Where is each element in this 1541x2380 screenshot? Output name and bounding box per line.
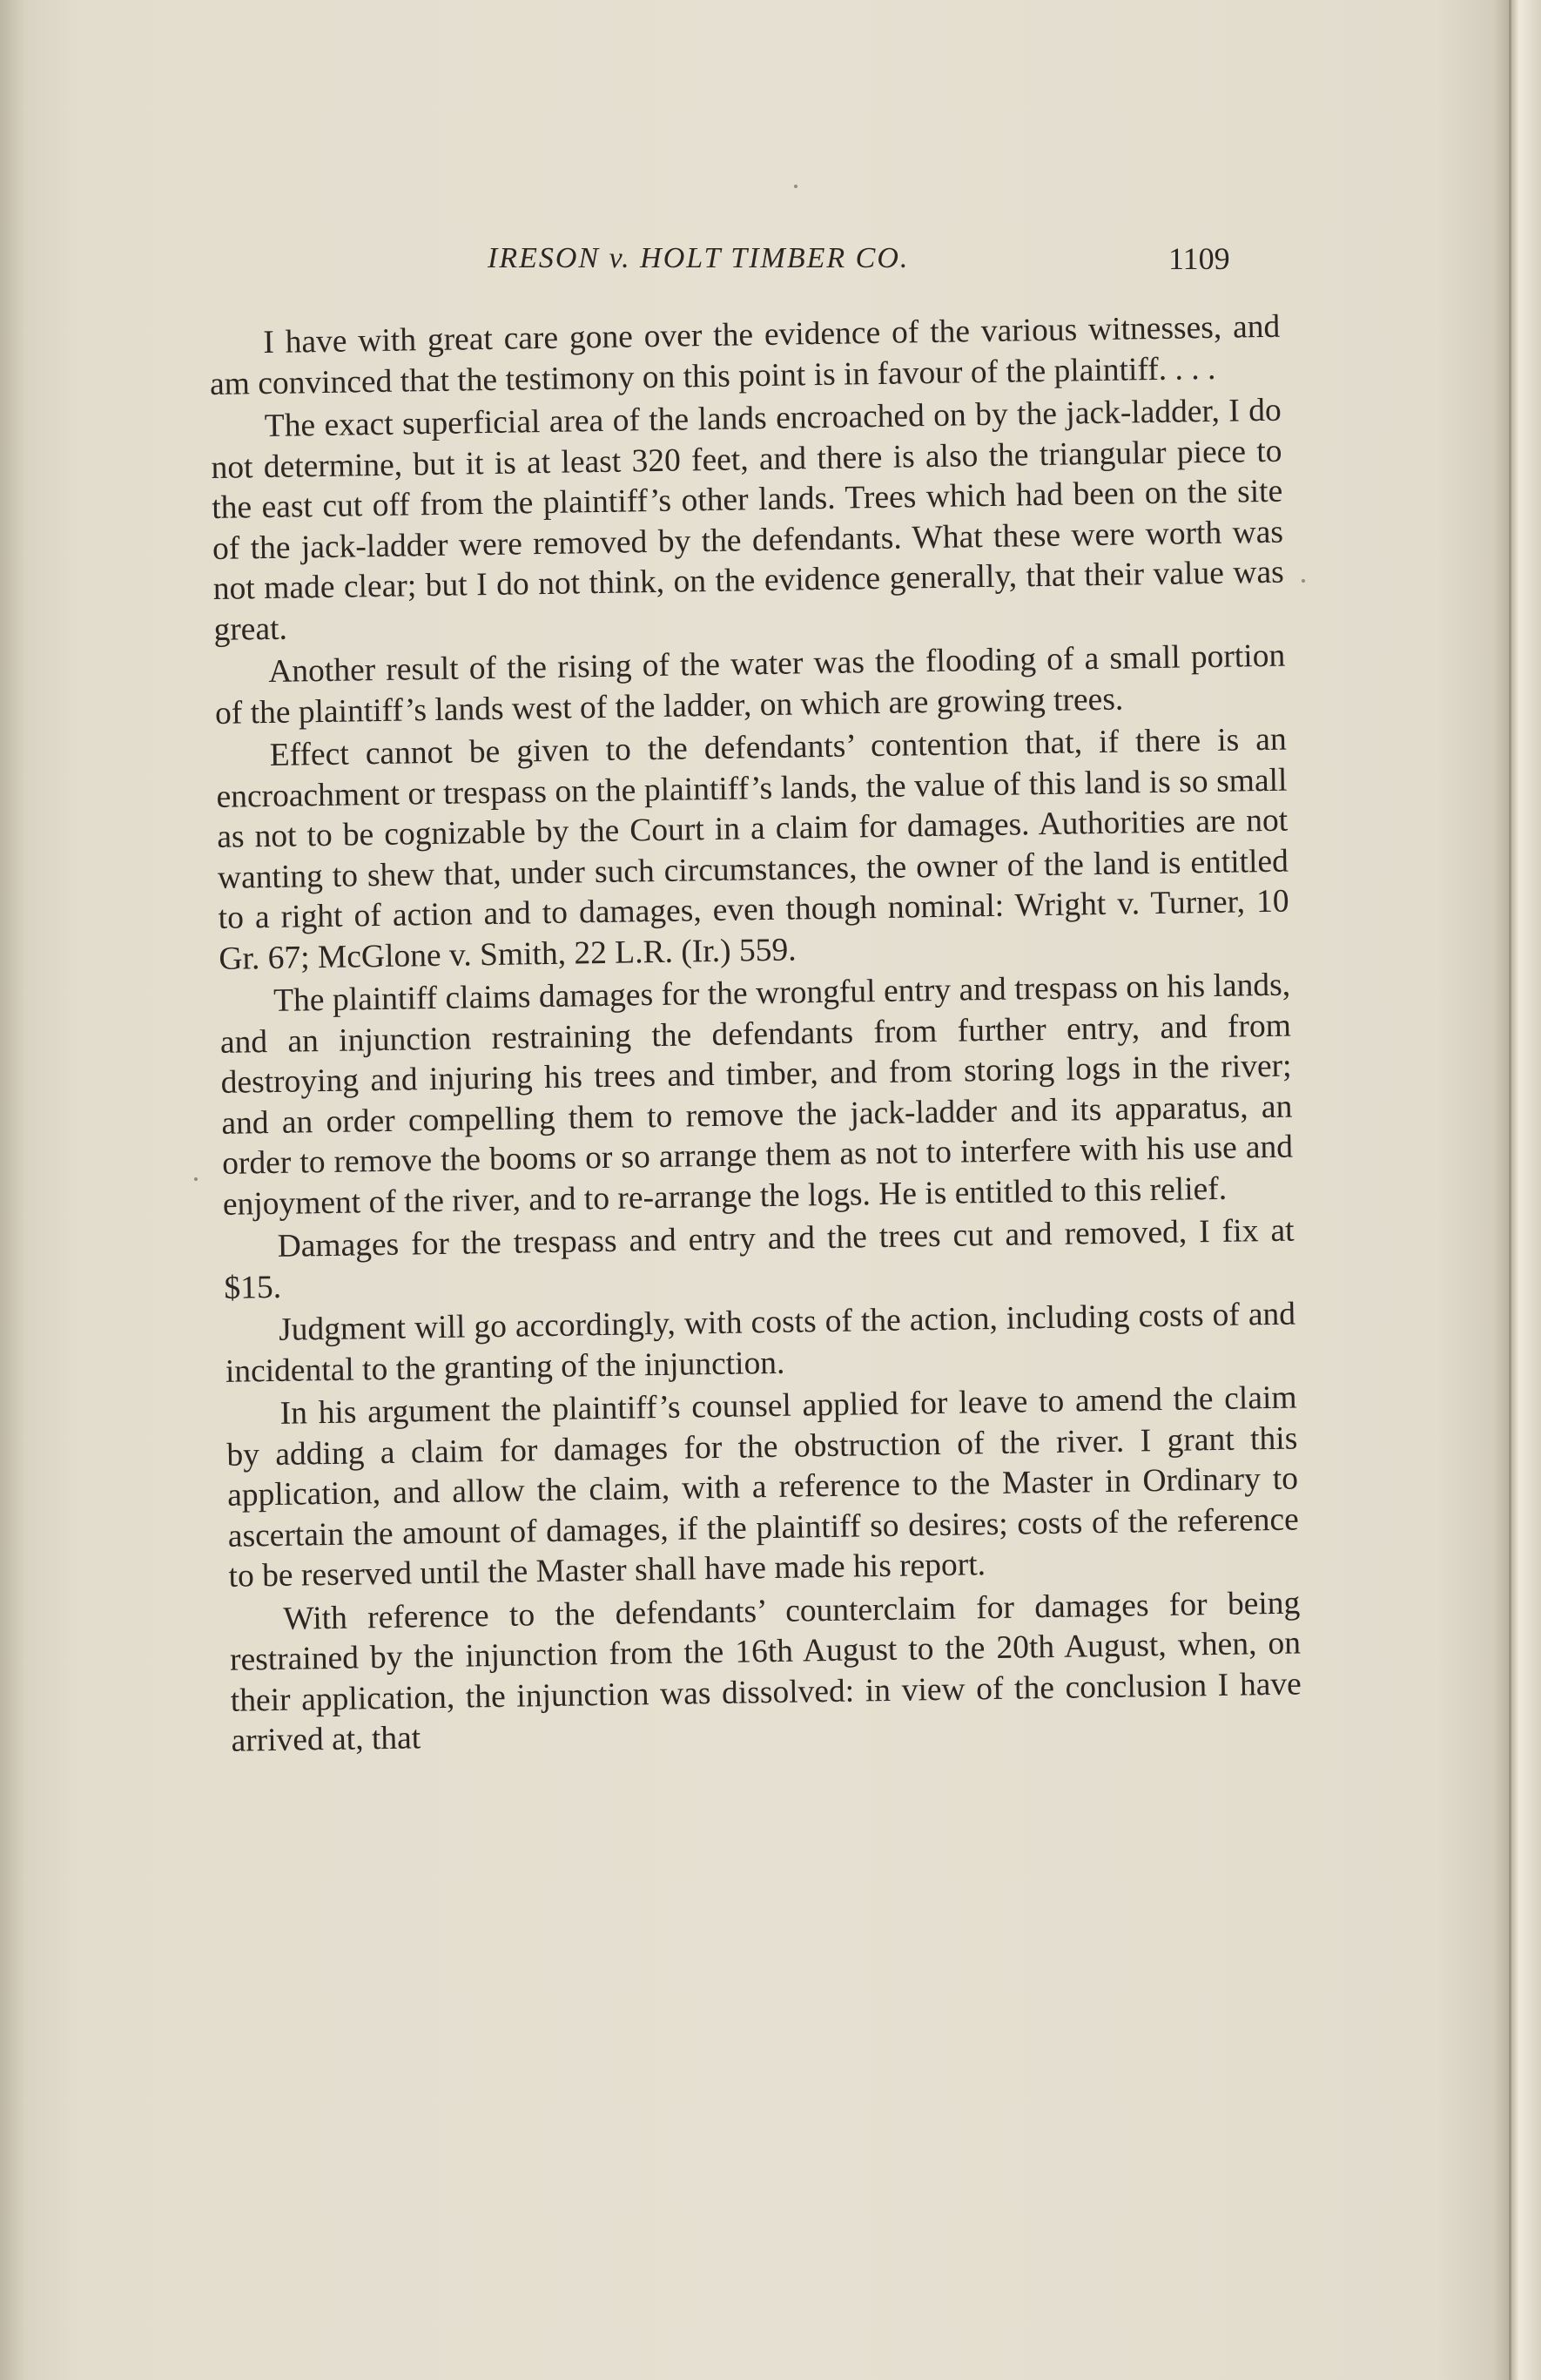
- paragraph-6: Damages for the trespass and entry and the trees cut and removed, I fix at $15.: [224, 1212, 1295, 1306]
- paragraph-3: Another result of the rising of the water was the flooding of a small portion of the plaintiff’s lands west of the ladder, on which are growing trees.: [214, 637, 1286, 732]
- paragraph-5: The plaintiff claims damages for the wrongful entry and trespass on his lands, and an injunction restraining the defendants from further entry, and from destroying and injuring his trees and timber, and from storing logs in the river; and an order compelling them to remove the jack-ladder and its apparatus, an order to remove the booms or so arrange them as not to interfere with his use and enjoyment of the river, and to re-arrange the logs. He is entitled to this relief.: [219, 967, 1294, 1223]
- page-gutter-edge: [1509, 0, 1511, 2380]
- page-number: 1109: [1168, 241, 1230, 276]
- paragraph-9: With reference to the defendants’ counterclaim for damages for being restrained by the injunction from the 16th August to the 20th August, when, on their application, the injunction was dissolved: in view of the conclusion I have arrived at, that: [229, 1584, 1302, 1759]
- paper-speck: [794, 185, 797, 188]
- paper-speck: [1302, 579, 1305, 583]
- paragraph-7: Judgment will go accordingly, with costs of the action, including costs of and incidental to the granting of the injunction.: [225, 1296, 1296, 1390]
- paragraph-1: I have with great care gone over the evidence of the various witnesses, and am convinced that the testimony on this point is in favour of the plaintiff. . . .: [209, 308, 1281, 402]
- paper-speck: [194, 1177, 198, 1181]
- body-text: [209, 307, 1302, 1765]
- running-head: IRESON v. HOLT TIMBER CO.: [488, 242, 910, 274]
- paragraph-8: In his argument the plaintiff’s counsel applied for leave to amend the claim by adding a claim for damages for the obstruction of the river. I grant this application, and allow the claim, with a reference to the Master in Ordinary to ascertain the amount of damages, if the plaintiff so desires; costs of the reference to be reserved until the Master shall have made his report.: [226, 1379, 1300, 1595]
- paragraph-4: Effect cannot be given to the defendants’ contention that, if there is an encroachment or trespass on the plaintiff’s lands, the value of this land is so small as not to be cognizable by the Court in a claim for damages. Authorities are not wanting to shew that, under such circumstances, the owner of the land is entitled to a right of action and to damages, even though nominal: Wright v. Turner, 10 Gr. 67; McGlone v. Smith, 22 L.R. (Ir.) 559.: [216, 721, 1289, 977]
- paragraph-2: The exact superficial area of the lands encroached on by the jack-ladder, I do not determine, but it is at least 320 feet, and there is also the triangular piece to the east cut off from the plaintiff’s other lands. Trees which had been on the site of the jack-ladder were removed by the defendants. What these were worth was not made clear; but I do not think, on the evidence generally, that their value was great.: [211, 392, 1284, 648]
